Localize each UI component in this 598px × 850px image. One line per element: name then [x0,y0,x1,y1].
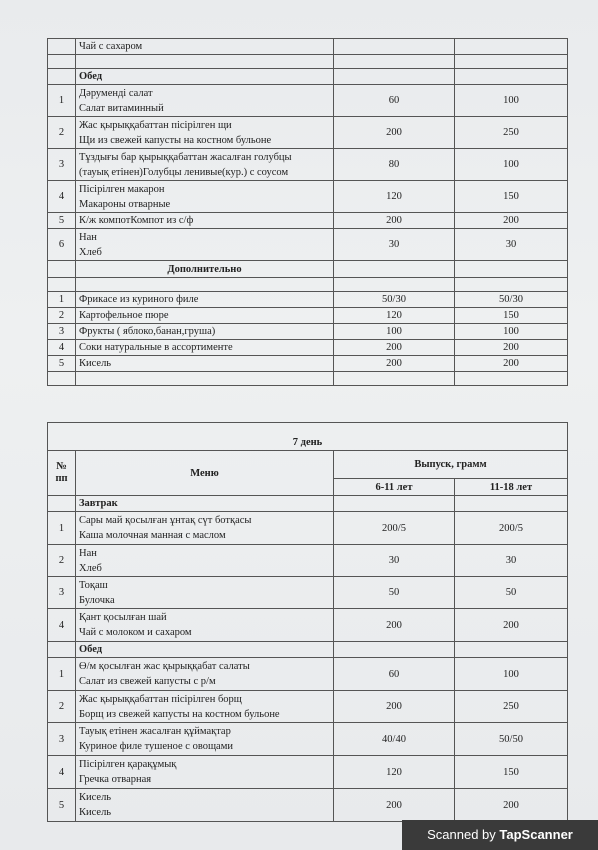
empty-cell [334,261,455,278]
menu-item [76,117,334,149]
portion-6-11: 200 [334,117,455,149]
portion-6-11: 80 [334,149,455,181]
menu-item: Соки натуральные в ассортименте [76,340,334,356]
dish-name-kz: Қант қосылған шай [79,612,167,623]
row-number: 1 [48,292,76,308]
portion-11-18: 50/50 [455,723,568,756]
dish-name-ru: Куриное филе тушеное с овощами [79,741,233,752]
empty-cell [334,69,455,85]
portion-6-11: 40/40 [334,723,455,756]
dish-name-kz: Дәруменді салат [79,87,153,99]
column-header-age-11-18: 11-18 лет [455,479,568,496]
menu-item: Чай с сахаром [76,39,334,55]
table-row [48,261,568,278]
row-number: 3 [48,577,76,609]
portion-11-18: 30 [455,545,568,577]
table-row [48,356,568,372]
portion-6-11: 30 [334,229,455,261]
portion-11-18: 250 [455,117,568,149]
menu-item [76,658,334,691]
empty-cell [48,69,76,85]
dish-name-kz: Сары май қосылған ұнтақ сүт ботқасы [79,515,252,526]
dish-name-kz: Кисель [79,792,112,803]
row-number: 2 [48,691,76,723]
table-row [48,55,568,69]
portion-11-18: 150 [455,756,568,789]
portion-6-11: 120 [334,756,455,789]
dish-name-kz: К/ж компотКомпот из с/ф [79,215,194,226]
portion-6-11: 200 [334,340,455,356]
portion-6-11: 100 [334,324,455,340]
menu-item: Картофельное пюре [76,308,334,324]
empty-cell [334,39,455,55]
empty-cell [455,55,568,69]
scanner-watermark: Scanned by TapScanner [402,820,598,850]
row-number: 3 [48,149,76,181]
menu-table-continued [47,38,568,386]
section-heading: Обед [76,642,334,658]
portion-11-18: 200 [455,356,568,372]
dish-name-kz: Нан [79,231,97,243]
empty-cell [48,55,76,69]
empty-cell [48,642,76,658]
empty-cell [76,55,334,69]
empty-cell [334,496,455,512]
dish-name-ru: Хлеб [79,562,102,574]
portion-11-18: 200 [455,213,568,229]
menu-item [76,756,334,789]
portion-11-18: 100 [455,85,568,117]
table-row [48,278,568,292]
row-number: 2 [48,117,76,149]
table-row [48,149,568,181]
menu-item: Фрикасе из куриного филе [76,292,334,308]
column-header-age-6-11: 6-11 лет [334,479,455,496]
dish-name-kz: Нан [79,547,97,559]
table-row [48,181,568,213]
section-heading: Обед [76,69,334,85]
table-row [48,423,568,451]
portion-11-18: 100 [455,324,568,340]
portion-6-11: 60 [334,658,455,691]
menu-item [76,181,334,213]
table-row [48,642,568,658]
menu-item [76,545,334,577]
section-heading: Завтрак [76,496,334,512]
empty-cell [48,261,76,278]
portion-6-11: 50 [334,577,455,609]
dish-name-ru: Каша молочная манная с маслом [79,530,226,541]
table-row [48,451,568,479]
row-number: 6 [48,229,76,261]
empty-cell [334,372,455,386]
dish-name-ru: Борщ из свежей капусты на костном бульоне [79,708,280,720]
menu-item [76,213,334,229]
portion-11-18: 150 [455,308,568,324]
menu-table-day-7 [47,422,568,822]
table-row [48,372,568,386]
dish-name-kz: Пісірілген макарон [79,183,165,195]
row-number: 5 [48,356,76,372]
portion-6-11: 60 [334,85,455,117]
empty-cell [334,642,455,658]
table-row [48,229,568,261]
table-row [48,324,568,340]
row-number: 3 [48,723,76,756]
empty-cell [455,39,568,55]
menu-item [76,789,334,822]
row-number: 5 [48,213,76,229]
table-row [48,691,568,723]
row-number: 3 [48,324,76,340]
empty-cell [455,261,568,278]
empty-cell [48,372,76,386]
menu-item [76,229,334,261]
dish-name-ru: Чай с молоком и сахаром [79,627,192,638]
portion-11-18: 50/30 [455,292,568,308]
menu-item [76,691,334,723]
portion-11-18: 150 [455,181,568,213]
table-row [48,340,568,356]
dish-name-kz: Пісірілген қарақұмық [79,759,177,770]
table-row [48,85,568,117]
table-row [48,609,568,642]
portion-11-18: 200 [455,789,568,822]
menu-item: Кисель [76,356,334,372]
column-header-number: № пп [48,451,76,496]
portion-11-18: 200 [455,609,568,642]
dish-name-ru: Щи из свежей капусты на костном бульоне [79,134,272,146]
row-number: 4 [48,181,76,213]
empty-cell [334,278,455,292]
dish-name-kz: Тұздығы бар қырыққабаттан жасалған голубцы [79,151,292,163]
dish-name-ru: Макароны отварные [79,198,171,210]
empty-cell [455,496,568,512]
menu-item [76,609,334,642]
table-row [48,723,568,756]
portion-11-18: 30 [455,229,568,261]
empty-cell [455,642,568,658]
section-heading: Дополнительно [76,261,334,278]
empty-cell [76,278,334,292]
row-number: 4 [48,609,76,642]
portion-6-11: 200 [334,789,455,822]
table-row [48,789,568,822]
row-number: 5 [48,789,76,822]
row-number: 1 [48,85,76,117]
portion-6-11: 50/30 [334,292,455,308]
dish-name-kz: Жас қырыққабаттан пісірілген борщ [79,693,242,705]
menu-item [76,512,334,545]
table-row [48,117,568,149]
table-row [48,39,568,55]
empty-cell [48,496,76,512]
row-number: 4 [48,340,76,356]
portion-11-18: 100 [455,149,568,181]
row-number: 2 [48,308,76,324]
portion-6-11: 30 [334,545,455,577]
dish-name-ru: Булочка [79,594,115,606]
dish-name-ru: Салат из свежей капусты с р/м [79,676,216,687]
dish-name-kz: Тауық етінен жасалған құймақтар [79,726,231,737]
table-row [48,658,568,691]
row-number: 1 [48,658,76,691]
column-header-output: Выпуск, грамм [334,451,568,479]
portion-11-18: 200 [455,340,568,356]
table-row [48,69,568,85]
menu-item [76,85,334,117]
menu-item: Фрукты ( яблоко,банан,груша) [76,324,334,340]
portion-6-11: 120 [334,308,455,324]
dish-name-kz: Тоқаш [79,579,108,591]
table-row [48,756,568,789]
dish-name-ru: Хлеб [79,246,102,258]
empty-cell [455,69,568,85]
day-title: 7 день [48,423,568,451]
empty-cell [48,278,76,292]
empty-cell [76,372,334,386]
empty-cell [455,278,568,292]
portion-6-11: 200 [334,356,455,372]
table-row [48,496,568,512]
portion-6-11: 120 [334,181,455,213]
column-header-menu: Меню [76,451,334,496]
menu-item [76,577,334,609]
menu-item [76,149,334,181]
dish-name-ru: (тауық етінен)Голубцы ленивые(кур.) с соусом [79,166,289,178]
row-number: 2 [48,545,76,577]
table-row [48,213,568,229]
dish-name-ru: Салат витаминный [79,102,164,114]
table-row [48,545,568,577]
empty-cell [48,39,76,55]
table-row [48,308,568,324]
dish-name-ru: Кисель [79,807,112,818]
portion-6-11: 200 [334,691,455,723]
row-number: 4 [48,756,76,789]
table-row [48,577,568,609]
row-number: 1 [48,512,76,545]
menu-item [76,723,334,756]
table-row [48,512,568,545]
dish-name-ru: Гречка отварная [79,774,152,785]
portion-11-18: 250 [455,691,568,723]
dish-name-kz: Ө/м қосылған жас қырыққабат салаты [79,661,250,672]
portion-6-11: 200 [334,609,455,642]
empty-cell [455,372,568,386]
portion-6-11: 200/5 [334,512,455,545]
empty-cell [334,55,455,69]
table-row [48,292,568,308]
dish-name-kz: Жас қырыққабаттан пісірілген щи [79,119,232,131]
portion-11-18: 100 [455,658,568,691]
portion-11-18: 200/5 [455,512,568,545]
portion-6-11: 200 [334,213,455,229]
portion-11-18: 50 [455,577,568,609]
